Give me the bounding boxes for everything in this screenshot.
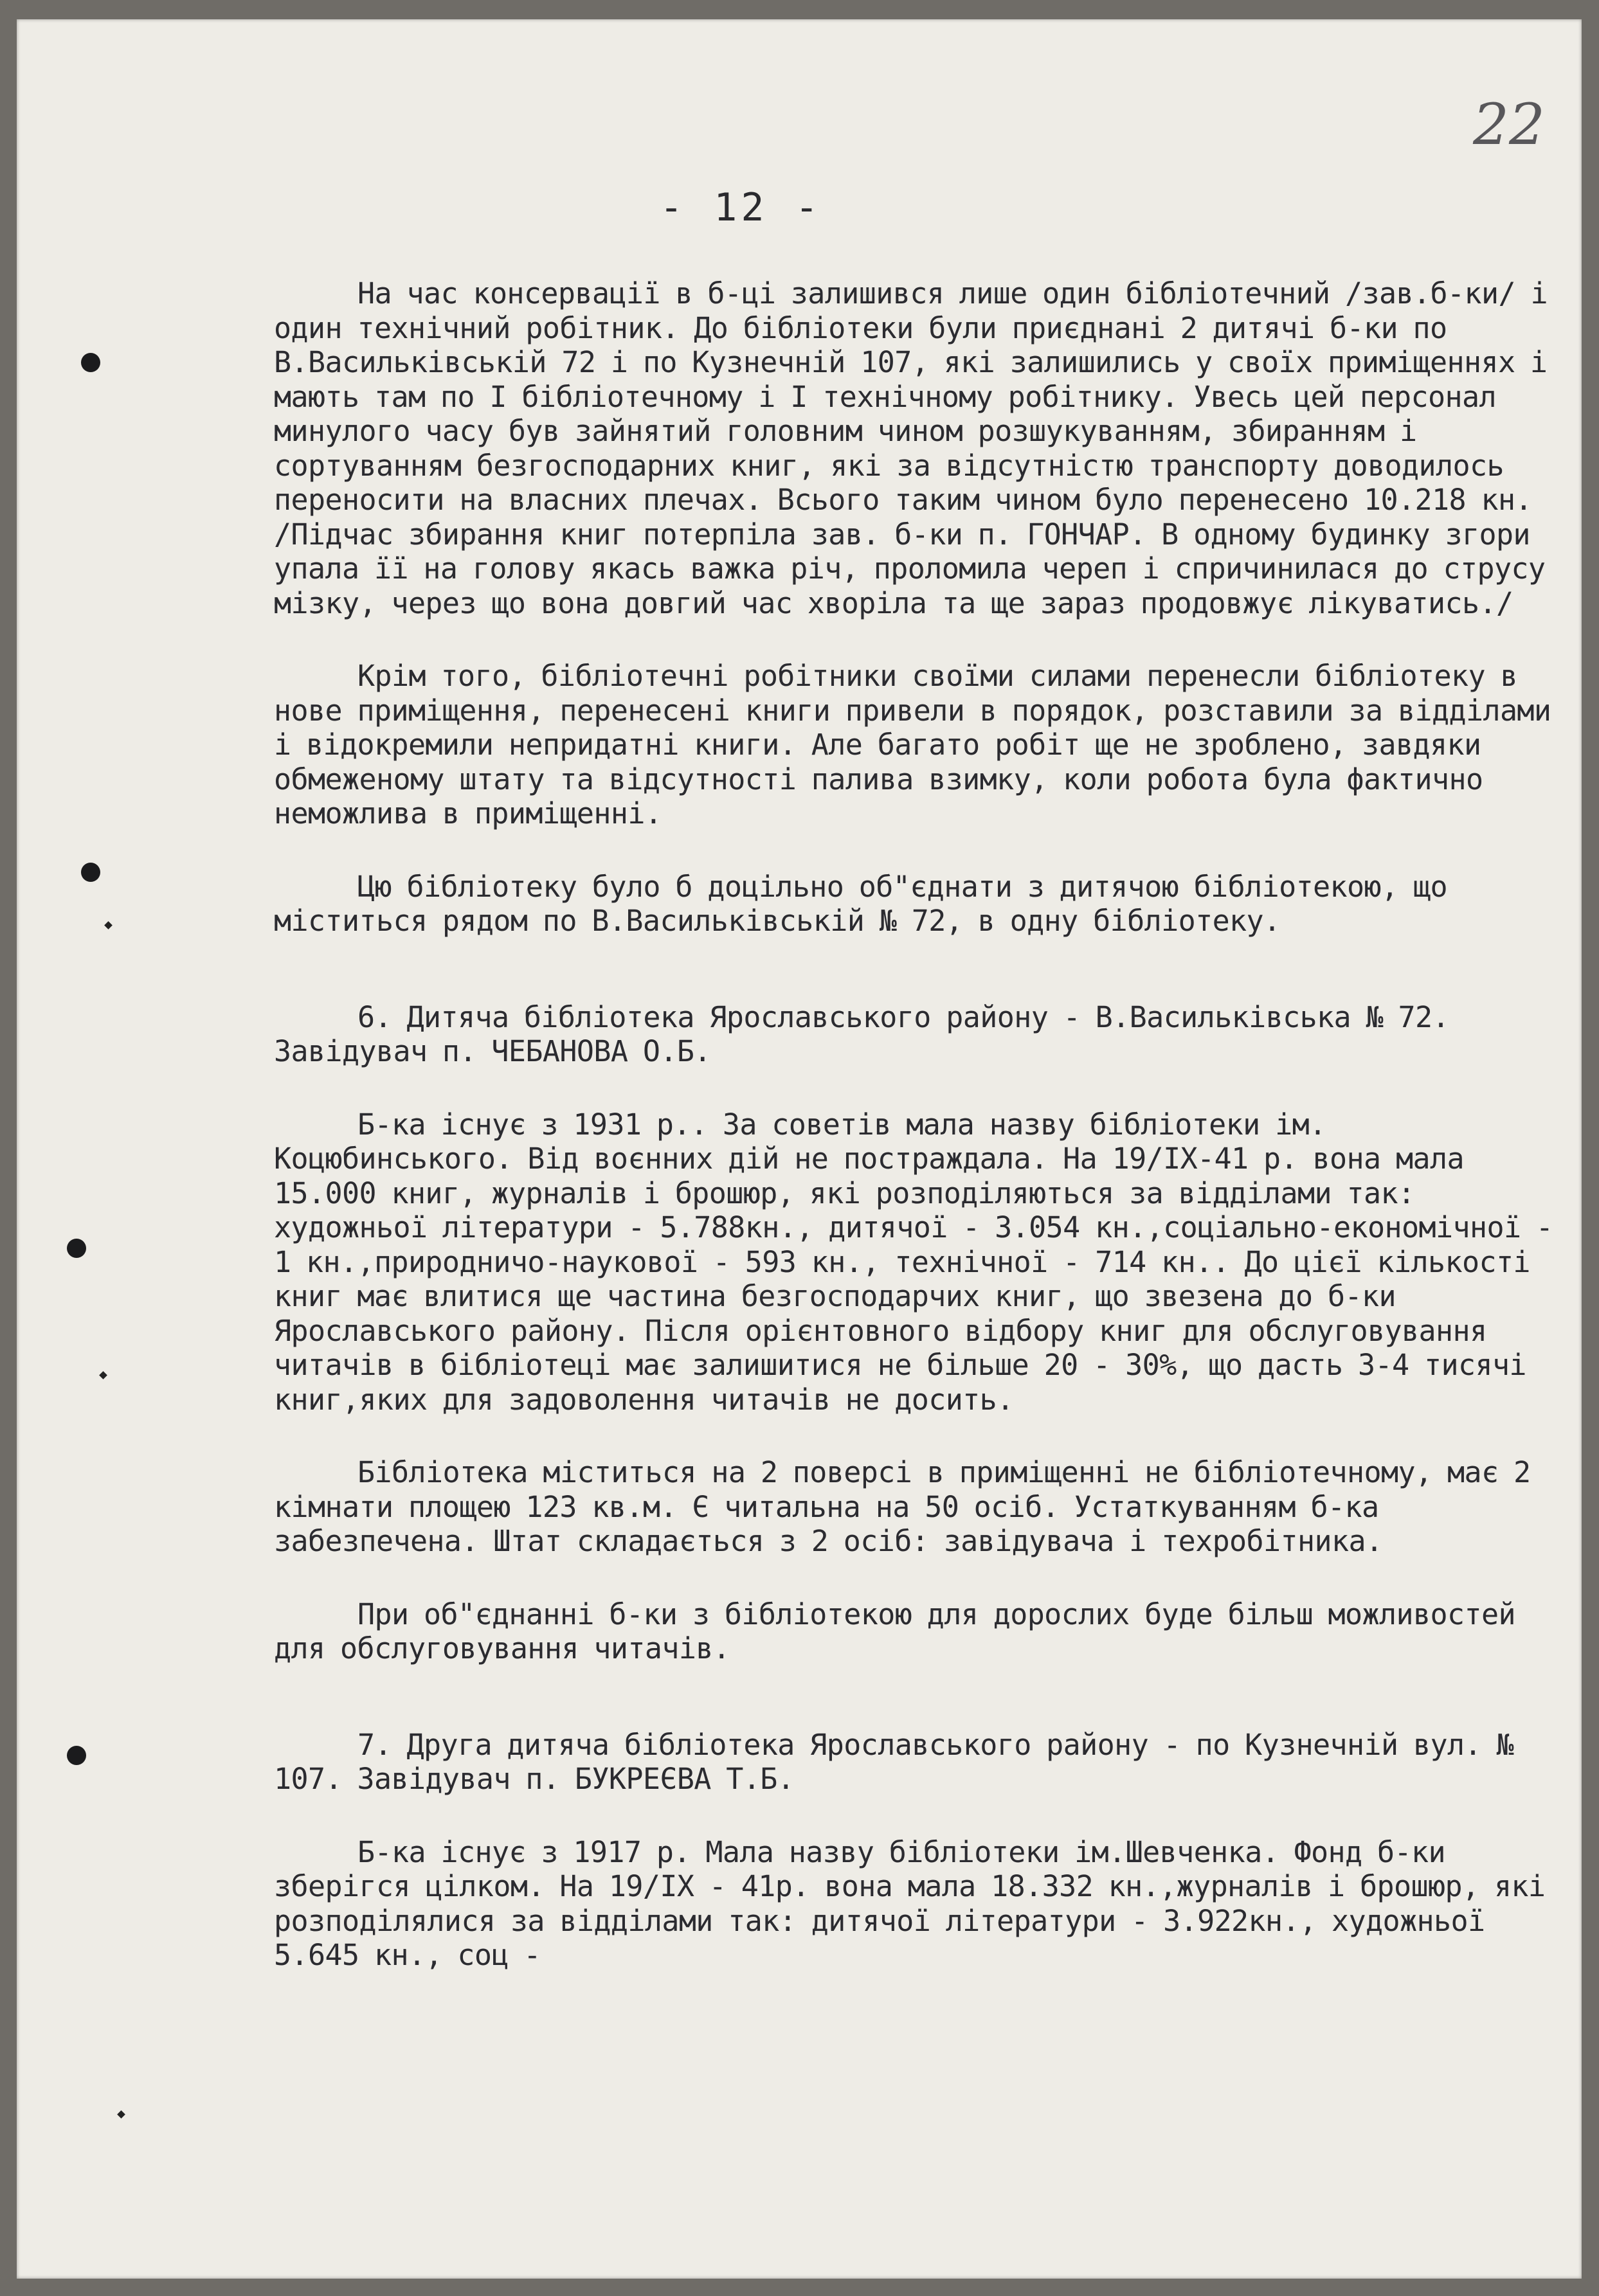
binder-hole [81,863,100,882]
section-heading-6: 6. Дитяча бібліотека Ярославського району - В.Васильківська № 72. Завідувач п. ЧЕБАНОВА О.Б. [274,1000,1449,1068]
binder-hole [67,1746,86,1765]
paragraph-relocation: Крім того, бібліотечні робітники своїми силами перенесли бібліотеку в нове приміщення, перенесені книги привели в порядок, розставили за відділами і відокремили непридатні книги. Але багато робіт ще не зроблено, завдяки обмеженому штату та відсутності палива взимку, коли робота була фактично неможлива в приміщенні. [274,659,1551,830]
paragraph-library-6-premises: Бібліотека міститься на 2 поверсі в приміщенні не бібліотечному, має 2 кімнати площею 123 кв.м. Є читальна на 50 осіб. Устаткуванням б-ка забезпечена. Штат складається з 2 осіб: завідувача і техробітника. [274,1455,1531,1558]
paragraph-library-6-history: Б-ка існує з 1931 р.. За советів мала назву бібліотеки ім. Коцюбинського. Від воєнних дій не постраждала. На 19/IX-41 р. вона мала 15.000 книг, журналів і брошюр, які розподіляються за відділами так: художньої літератури - 5.788кн., дитячої - 3.054 кн.,соціально-економічної - 1 кн.,природничо-наукової - 593 кн., технічної - 714 кн.. До цієї кількості книг має влитися ще частина безгосподарчих книг, що звезена до б-ки Ярославського району. Після орієнтовного відбору книг для обслуговування читачів в бібліотеці має залишитися не більше 20 - 30%, що дасть 3-4 тисячі книг,яких для задоволення читачів не досить. [274,1107,1553,1417]
binder-hole [67,1239,86,1258]
page-number: - 12 - [660,185,822,230]
paragraph-library-7-history: Б-ка існує з 1917 р. Мала назву бібліотеки ім.Шевченка. Фонд б-ки зберігся цілком. На 19/IX - 41р. вона мала 18.332 кн.,журналів і брошюр, які розподілялися за відділами так: дитячої літератури - 3.922кн., художньої 5.645 кн., соц - [274,1834,1546,1972]
paragraph-library-6-merge: При об"єднанні б-ки з бібліотекою для дорослих буде більш можливостей для обслуговування читачів. [274,1597,1515,1665]
document-sheet [17,19,1582,2279]
section-heading-7: 7. Друга дитяча бібліотека Ярославського району - по Кузнечній вул. № 107. Завідувач п. БУКРЕЄВА Т.Б. [274,1727,1513,1796]
paragraph-merge-proposal: Цю бібліотеку було б доцільно об"єднати з дитячою бібліотекою, що міститься рядом по В.Васильківській № 72, в одну бібліотеку. [274,869,1447,938]
margin-mark [104,921,113,929]
binder-hole [81,353,100,372]
folio-number: 22 [1473,91,1545,157]
margin-mark [99,1371,107,1379]
margin-mark [117,2110,125,2119]
paragraph-conservation: На час консервації в б-ці залишився лише один бібліотечний /зав.б-ки/ і один технічний робітник. До бібліотеки були приєднані 2 дитячі б-ки по В.Васильківській 72 і по Кузнечній 107, які залишились у своїх приміщеннях і мають там по І бібліотечному і І технічному робітнику. Увесь цей персонал минулого часу був зайнятий головним чином розшукуванням, збиранням і сортуванням безгосподарних книг, які за відсутністю транспорту доводилось переносити на власних плечах. Всього таким чином було перенесено 10.218 кн. /Підчас збирання книг потерпіла зав. б-ки п. ГОНЧАР. В одному будинку згори упала її на голову якась важка річ, проломила череп і спричинилася до струсу мізку, через що вона довгий час хворіла та ще зараз продовжує лікуватись./ [274,276,1548,620]
document-body [274,276,1553,1973]
